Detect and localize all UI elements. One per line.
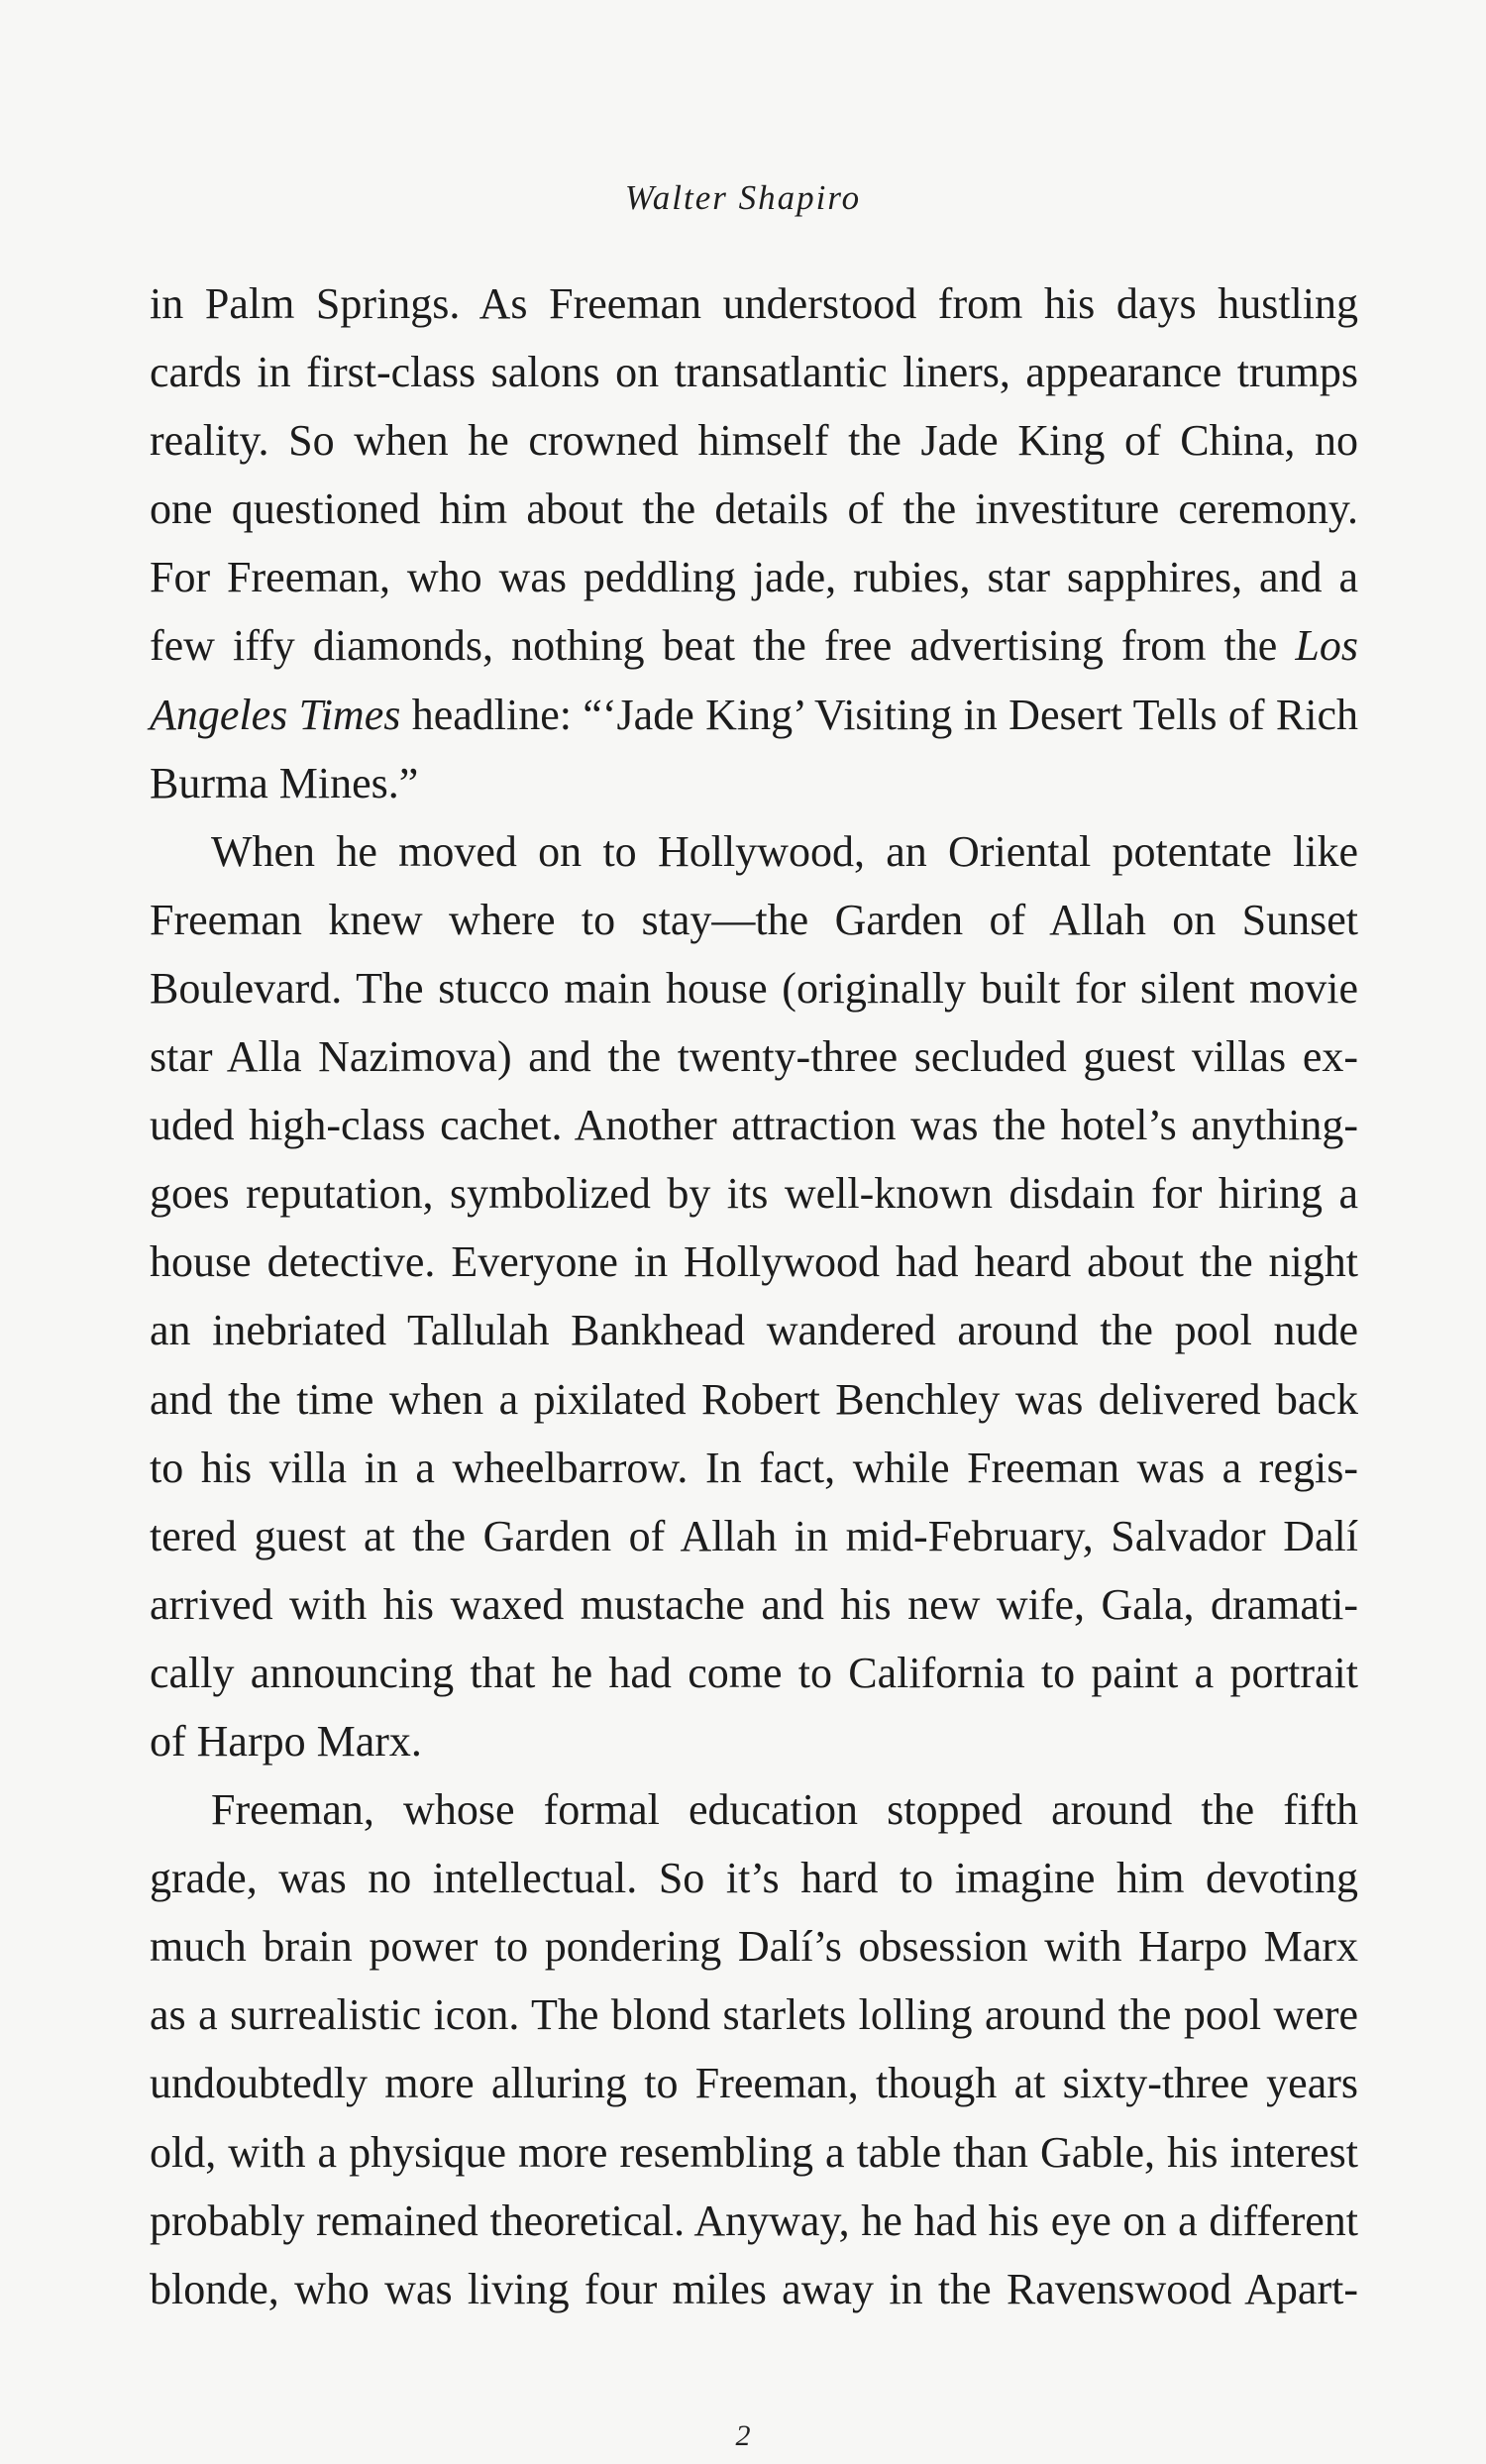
text-line: Freeman knew where to stay—the Garden of Allah on Sunset: [150, 895, 1358, 944]
text-line: When he moved on to Hollywood, an Oriental potentate like: [211, 826, 1358, 876]
text-line: arrived with his waxed mustache and his new wife, Gala, dramati-: [150, 1579, 1358, 1629]
text-line: an inebriated Tallulah Bankhead wandered around the pool nude: [150, 1306, 1358, 1355]
text-line: to his villa in a wheelbarrow. In fact, while Freeman was a regis-: [150, 1443, 1358, 1492]
italic-title: Angeles Times: [150, 690, 401, 739]
text-line: house detective. Everyone in Hollywood had heard about the night: [150, 1237, 1358, 1287]
text-line: For Freeman, who was peddling jade, rubies, star sapphires, and a: [150, 553, 1358, 602]
text-line: probably remained theoretical. Anyway, he had his eye on a different: [150, 2196, 1358, 2245]
text-line: Freeman, whose formal education stopped around the fifth: [211, 1785, 1358, 1835]
text-line: grade, was no intellectual. So it’s hard to imagine him devoting: [150, 1854, 1358, 1903]
page-number: 2: [735, 2419, 751, 2452]
text-line: few iffy diamonds, nothing beat the free advertising from the Los: [150, 621, 1358, 671]
text-line: Boulevard. The stucco main house (originally built for silent movie: [150, 963, 1358, 1013]
text-line: cally announcing that he had come to California to paint a portrait: [150, 1648, 1358, 1697]
italic-title: Los: [1295, 621, 1358, 671]
body-text: [150, 269, 1358, 2323]
text-line: much brain power to pondering Dalí’s obsession with Harpo Marx: [150, 1922, 1358, 1972]
text-line: blonde, who was living four miles away in the Ravenswood Apart-: [150, 2264, 1358, 2313]
text-line: tered guest at the Garden of Allah in mid-February, Salvador Dalí: [150, 1511, 1358, 1560]
text-line: cards in first-class salons on transatlantic liners, appearance trumps: [150, 348, 1358, 397]
text-line: goes reputation, symbolized by its well-known disdain for hiring a: [150, 1169, 1358, 1219]
text-line: Angeles Times headline: “‘Jade King’ Visiting in Desert Tells of Rich: [150, 690, 1358, 739]
text-line: uded high-class cachet. Another attraction was the hotel’s anything-: [150, 1101, 1358, 1150]
text-line: old, with a physique more resembling a table than Gable, his interest: [150, 2127, 1358, 2177]
text-line: as a surrealistic icon. The blond starlets lolling around the pool were: [150, 1990, 1358, 2040]
text-line: in Palm Springs. As Freeman understood from his days hustling: [150, 279, 1358, 328]
running-head: Walter Shapiro: [624, 178, 862, 217]
text-line: and the time when a pixilated Robert Benchley was delivered back: [150, 1374, 1358, 1424]
text-line: star Alla Nazimova) and the twenty-three secluded guest villas ex-: [150, 1032, 1358, 1082]
text-line: one questioned him about the details of the investiture ceremony.: [150, 484, 1358, 534]
text-line: reality. So when he crowned himself the Jade King of China, no: [150, 416, 1358, 466]
text-line: of Harpo Marx.: [150, 1716, 422, 1766]
text-line: Burma Mines.”: [150, 758, 419, 807]
text-line: undoubtedly more alluring to Freeman, though at sixty-three years: [150, 2059, 1358, 2108]
